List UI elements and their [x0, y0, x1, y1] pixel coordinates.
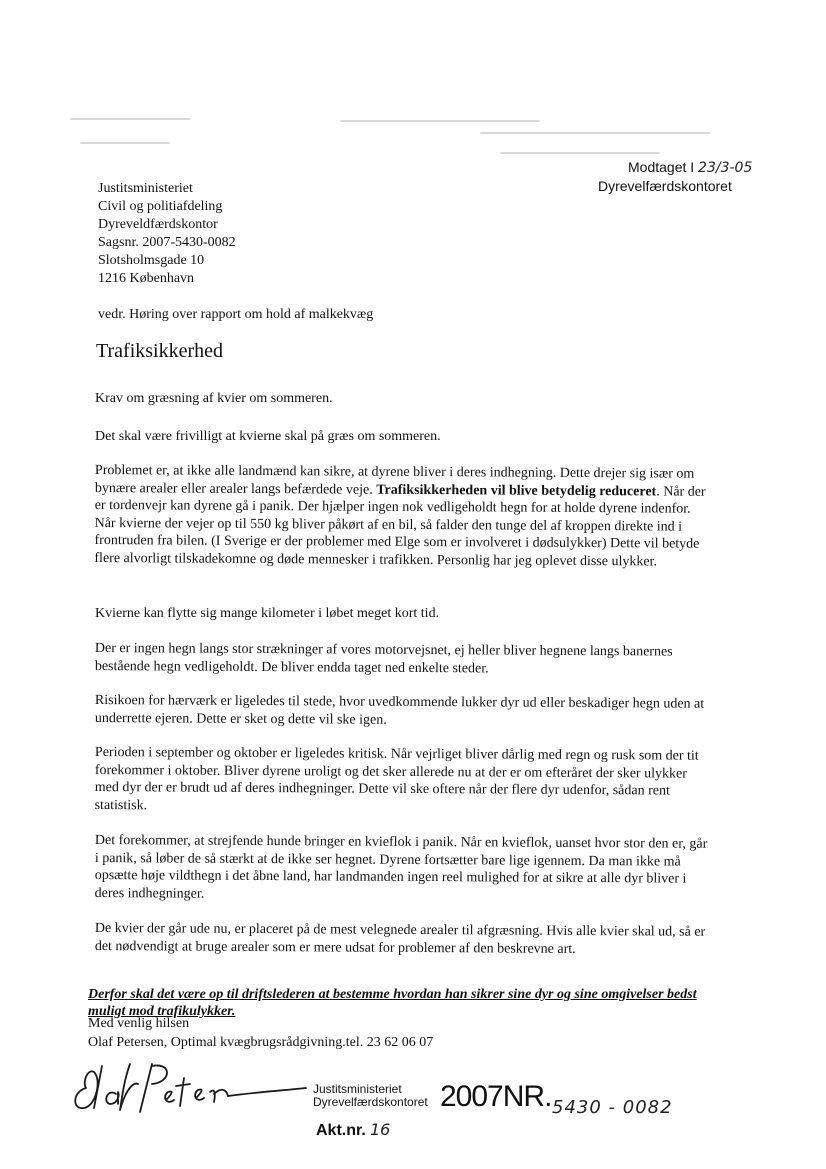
- scan-artifact: [500, 152, 660, 154]
- received-office: Dyrevelfærdskontoret: [598, 178, 732, 194]
- sign-off: [88, 1014, 433, 1052]
- paragraph: Det skal være frivilligt at kvierne skal på græs om sommeren.: [95, 429, 441, 444]
- address-line: Slotsholmsgade 10: [98, 253, 205, 268]
- paragraph: Perioden i september og oktober er ligeledes kritisk. Når vejrliget bliver dårlig med regn og rusk som der tit forekommer i oktober. Bliver dyrene uroligt og det sker allerede nu at der er om efteråret der sker ulykker med dyr der er brudt ud af deres indhegninger. Dette vil ske oftere når der flere dyr udenfor, sådan rent statistisk.: [94, 745, 699, 813]
- ministry-stamp: [313, 1083, 428, 1109]
- paragraph: Kvierne kan flytte sig mange kilometer i løbet meget kort tid.: [95, 606, 440, 621]
- regarding-line: vedr. Høring over rapport om hold af malkekvæg: [98, 307, 374, 322]
- case-number-handwritten: 5430 - 0082: [552, 1097, 673, 1118]
- greeting: Med venlig hilsen: [88, 1016, 190, 1031]
- paragraph: Krav om græsning af kvier om sommeren.: [95, 391, 333, 406]
- akt-number-handwritten: 16: [370, 1120, 391, 1139]
- received-stamp: [598, 158, 762, 195]
- address-line: Sagsnr. 2007-5430-0082: [98, 235, 236, 250]
- paragraph-text: Problemet er, at ikke alle landmænd kan sikre, at dyrene bliver i deres indhegning. Dette drejer sig især om bynære arealer eller arealer langs befærdede veje.: [94, 462, 695, 498]
- address-line: 1216 København: [98, 271, 195, 286]
- closing-statement-text: Derfor skal det være op til driftslederen at bestemme hvordan han sikrer sine dyr og sine omgivelser bedst muligt mod trafikulykker.: [88, 987, 697, 1019]
- paragraph: Det forekommer, at strejfende hunde bringer en kvieflok i panik. Når en kvieflok, uanset hvor stor den er, går i panik, så løber de så stærkt at de ikke ser hegnet. Dyrene fortsætter bare lige igennem. Da man ikke må opsætte høje vildthegn i det åbne land, har landmanden ingen reel mulighed for at sikre at alle dyr bliver i deres indhegninger.: [94, 833, 708, 902]
- received-date: 23/3-05: [698, 160, 753, 176]
- paragraph: De kvier der går ude nu, er placeret på de mest velegnede arealer til afgræsning. Hvis alle kvier skal ud, så er det nødvendigt at bruge arealer som er mere udsat for problemer af den beskrevne art.: [94, 921, 706, 957]
- paragraph-emphasis: Trafiksikkerheden vil blive betydelig reduceret: [376, 482, 657, 499]
- paragraph: [94, 462, 713, 571]
- paragraph: Risikoen for hærværk er ligeledes til stede, hvor uvedkommende lukker dyr ud eller beskadiger hegn uden at underrette ejeren. Dette er sket og dette vil ske igen.: [94, 693, 705, 728]
- sender-line: Olaf Petersen, Optimal kvægbrugsrådgivning.tel. 23 62 06 07: [88, 1035, 434, 1050]
- ministry-stamp-line: Dyrevelfærdskontoret: [313, 1095, 428, 1109]
- address-line: Civil og politiafdeling: [98, 199, 223, 214]
- scan-artifact: [70, 118, 190, 120]
- document-heading: Trafiksikkerhed: [96, 340, 224, 362]
- paragraph: Der er ingen hegn langs stor strækninger af vores motorvejsnet, ej heller bliver hegnene langs banernes bestående hegn vedligeholdt. De bliver endda taget ned enkelte steder.: [94, 641, 673, 676]
- signature-strokes: [75, 1064, 306, 1112]
- recipient-address: [98, 180, 236, 288]
- paragraph-text: . Når der er tordenvejr kan dyrene gå i panik. Der hjælper ingen nok vedligeholdt hegn for at holde dyrene indenfor. Når kvierne der vejer op til 550 kg bliver påkørt af en bil, så falder den tunge del af kroppen direkte ind i frontruden fra bilen. (I Sverige er der problemer med Elge som er involveret i dødsulykker) Dette vil betyde flere alvorligt tilskadekomne og døde mennesker i trafikken. Personlig har jeg oplevet disse ulykker.: [94, 483, 706, 569]
- scan-artifact: [480, 132, 710, 134]
- address-line: Justitsministeriet: [98, 181, 193, 196]
- handwritten-signature: [68, 1058, 308, 1118]
- received-label: Modtaget I: [628, 159, 695, 175]
- scan-artifact: [340, 120, 540, 122]
- scan-artifact: [80, 142, 170, 144]
- ministry-stamp-line: Justitsministeriet: [313, 1082, 402, 1096]
- address-line: Dyreveldfærdskontor: [98, 217, 218, 232]
- akt-number-label: Akt.nr.: [316, 1122, 366, 1139]
- case-number-printed: 2007NR.: [440, 1080, 552, 1113]
